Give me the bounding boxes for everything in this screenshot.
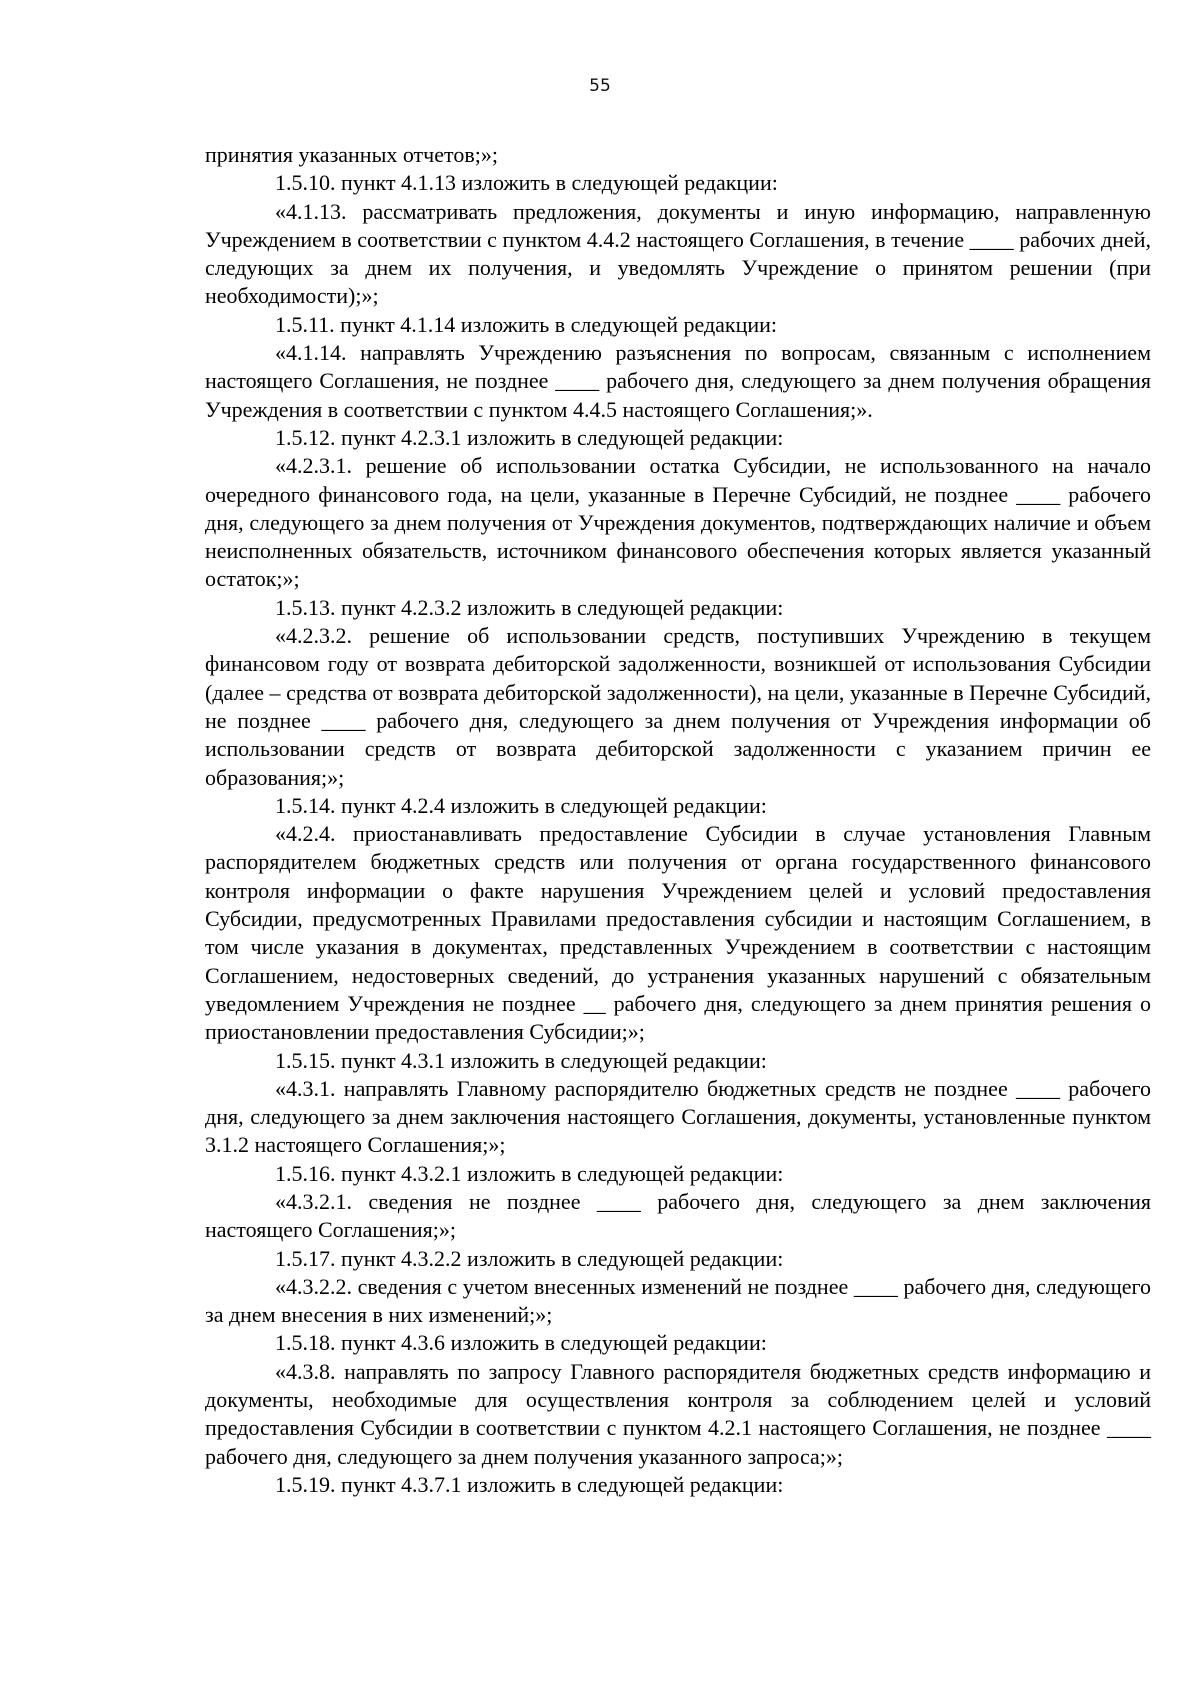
amendment-text: «4.1.14. направлять Учреждению разъяснения по вопросам, связанным с исполнением настоящего Соглашения, не позднее ____ рабочего дня, следующего за днем получения обращения Учреждения в соответствии с пунктом 4.4.5 настоящего Соглашения;». [205, 340, 1151, 422]
amendment-heading: 1.5.17. пункт 4.3.2.2 изложить в следующей редакции: [275, 1245, 784, 1271]
amendment-text: «4.3.8. направлять по запросу Главного распорядителя бюджетных средств информацию и документы, необходимые для осуществления контроля за соблюдением целей и условий предоставления Субсидии в соответствии с пунктом 4.2.1 настоящего Соглашения, не позднее ____ рабочего дня, следующего за днем получения указанного запроса;»; [205, 1358, 1151, 1469]
amendment-heading: 1.5.10. пункт 4.1.13 изложить в следующей редакции: [275, 170, 778, 196]
amendment-text: «4.2.4. приостанавливать предоставление Субсидии в случае установления Главным распорядителем бюджетных средств или получения от органа государственного финансового контроля информации о факте нарушения Учреждением целей и условий предоставления Субсидии, предусмотренных Правилами предоставления субсидии и настоящим Соглашением, в том числе указания в документах, представленных Учреждением в соответствии с настоящим Соглашением, недостоверных сведений, до устранения указанных нарушений с обязательным уведомлением Учреждения не позднее __ рабочего дня, следующего за днем принятия решения о приостановлении предоставления Субсидии;»; [205, 821, 1151, 1045]
amendment-text: «4.3.2.2. сведения с учетом внесенных изменений не позднее ____ рабочего дня, следующего за днем внесения в них изменений;»; [205, 1273, 1151, 1328]
amendment-heading: 1.5.14. пункт 4.2.4 изложить в следующей редакции: [275, 792, 767, 818]
amendment-text: «4.2.3.2. решение об использовании средств, поступивших Учреждению в текущем финансовом году от возврата дебиторской задолженности, возникшей от использования Субсидии (далее – средства от возврата дебиторской задолженности), на цели, указанные в Перечне Субсидий, не позднее ____ рабочего дня, следующего за днем получения от Учреждения информации об использовании средств от возврата дебиторской задолженности с указанием причин ее образования;»; [205, 623, 1151, 790]
amendment-heading: 1.5.12. пункт 4.2.3.1 изложить в следующей редакции: [275, 424, 784, 450]
amendment-text: «4.3.2.1. сведения не позднее ____ рабочего дня, следующего за днем заключения настоящего Соглашения;»; [205, 1188, 1151, 1243]
amendment-text: «4.2.3.1. решение об использовании остатка Субсидии, не использованного на начало очередного финансового года, на цели, указанные в Перечне Субсидий, не позднее ____ рабочего дня, следующего за днем получения от Учреждения документов, подтверждающих наличие и объем неисполненных обязательств, источником финансового обеспечения которых является указанный остаток;»; [205, 453, 1151, 592]
document-body [205, 141, 1151, 1499]
amendment-heading: 1.5.16. пункт 4.3.2.1 изложить в следующей редакции: [275, 1160, 784, 1186]
paragraph: принятия указанных отчетов;»; [205, 142, 498, 167]
amendment-heading: 1.5.13. пункт 4.2.3.2 изложить в следующей редакции: [275, 594, 784, 620]
amendment-heading: 1.5.15. пункт 4.3.1 изложить в следующей редакции: [275, 1047, 767, 1073]
page-number: 55 [589, 76, 611, 96]
amendment-heading: 1.5.18. пункт 4.3.6 изложить в следующей редакции: [275, 1330, 767, 1356]
amendment-text: «4.1.13. рассматривать предложения, документы и иную информацию, направленную Учреждением в соответствии с пунктом 4.4.2 настоящего Соглашения, в течение ____ рабочих дней, следующих за днем их получения, и уведомлять Учреждение о принятом решении (при необходимости);»; [205, 198, 1151, 309]
amendment-heading: 1.5.19. пункт 4.3.7.1 изложить в следующей редакции: [275, 1471, 784, 1497]
amendment-text: «4.3.1. направлять Главному распорядителю бюджетных средств не позднее ____ рабочего дня, следующего за днем заключения настоящего Соглашения, документы, установленные пунктом 3.1.2 настоящего Соглашения;»; [205, 1075, 1151, 1158]
amendment-heading: 1.5.11. пункт 4.1.14 изложить в следующей редакции: [275, 311, 778, 337]
